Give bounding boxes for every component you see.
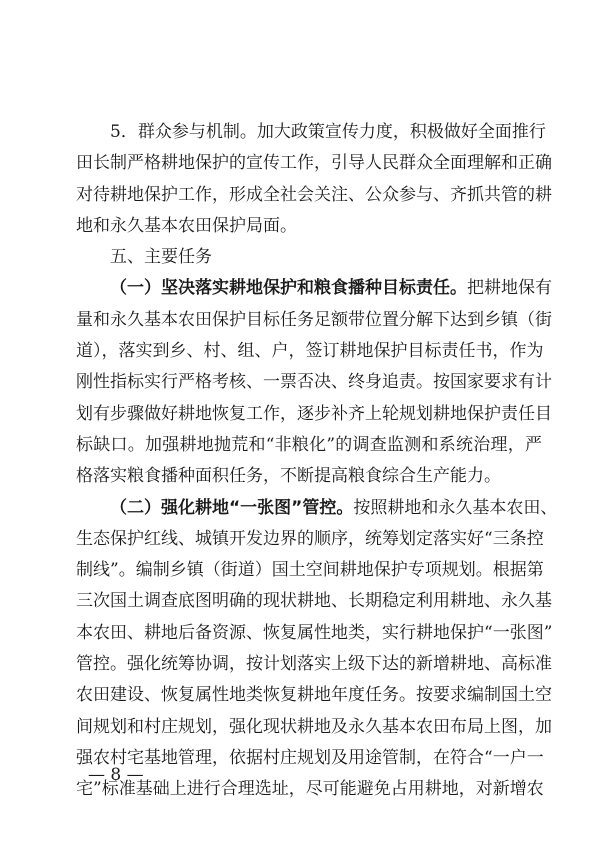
paragraph-line: 强农村宅基地管理，依据村庄规划及用途管制，在符合“一户一 (76, 747, 544, 768)
paragraph-line: 农田建设、恢复属性地类恢复耕地年度任务。按要求编制国土空 (76, 685, 552, 706)
paragraph-line: 田长制严格耕地保护的宣传工作，引导人民群众全面理解和正确 (76, 153, 552, 174)
paragraph-line: 管控。强化统筹协调，按计划落实上级下达的新增耕地、高标准 (76, 654, 552, 675)
paragraph-line: 5．群众参与机制。加大政策宣传力度，积极做好全面推行 (110, 122, 546, 142)
paragraph-line: 地和永久基本农田保护局面。 (76, 215, 297, 236)
paragraph-line: 刚性指标实行严格考核、一票否决、终身追责。按国家要求有计 (76, 372, 552, 393)
subsection-title: （一）坚决落实耕地保护和粮食播种目标责任。 (110, 278, 467, 299)
paragraph-line: 道），落实到乡、村、组、户，签订耕地保护目标责任书，作为 (76, 341, 544, 362)
page-number: — 8 — (88, 765, 144, 785)
paragraph-line: 对待耕地保护工作，形成全社会关注、公众参与、齐抓共管的耕 (76, 184, 552, 205)
paragraph-line: 制线”。编制乡镇（街道）国土空间耕地保护专项规划。根据第 (76, 560, 544, 581)
paragraph-line: 三次国土调查底图明确的现状耕地、长期稳定利用耕地、永久基 (76, 591, 552, 612)
body-text (76, 117, 558, 806)
paragraph-line: 宅”标准基础上进行合理选址，尽可能避免占用耕地，对新增农 (76, 779, 544, 800)
paragraph-text: 把耕地保有 (467, 278, 552, 299)
paragraph-line: 生态保护红线、城镇开发边界的顺序，统筹划定落实好“三条控 (76, 528, 544, 549)
paragraph-line: 本农田、耕地后备资源、恢复属性地类，实行耕地保护“一张图” (76, 622, 553, 643)
section-heading: 五、主要任务 (110, 247, 212, 268)
paragraph-line: 量和永久基本农田保护目标任务足额带位置分解下达到乡镇（街 (76, 309, 552, 330)
paragraph-line: 格落实粮食播种面积任务，不断提高粮食综合生产能力。 (76, 466, 501, 487)
paragraph-line: 标缺口。加强耕地抛荒和“非粮化”的调查监测和系统治理，严 (76, 434, 542, 455)
subsection-title: （二）强化耕地“一张图”管控。 (110, 497, 354, 518)
paragraph-line: 间规划和村庄规划，强化现状耕地及永久基本农田布局上图，加 (76, 716, 552, 737)
paragraph-line: 划有步骤做好耕地恢复工作，逐步补齐上轮规划耕地保护责任目 (76, 403, 552, 424)
paragraph-line (76, 273, 552, 304)
paragraph-text: 按照耕地和永久基本农田、 (353, 497, 558, 518)
paragraph-line (76, 493, 558, 524)
